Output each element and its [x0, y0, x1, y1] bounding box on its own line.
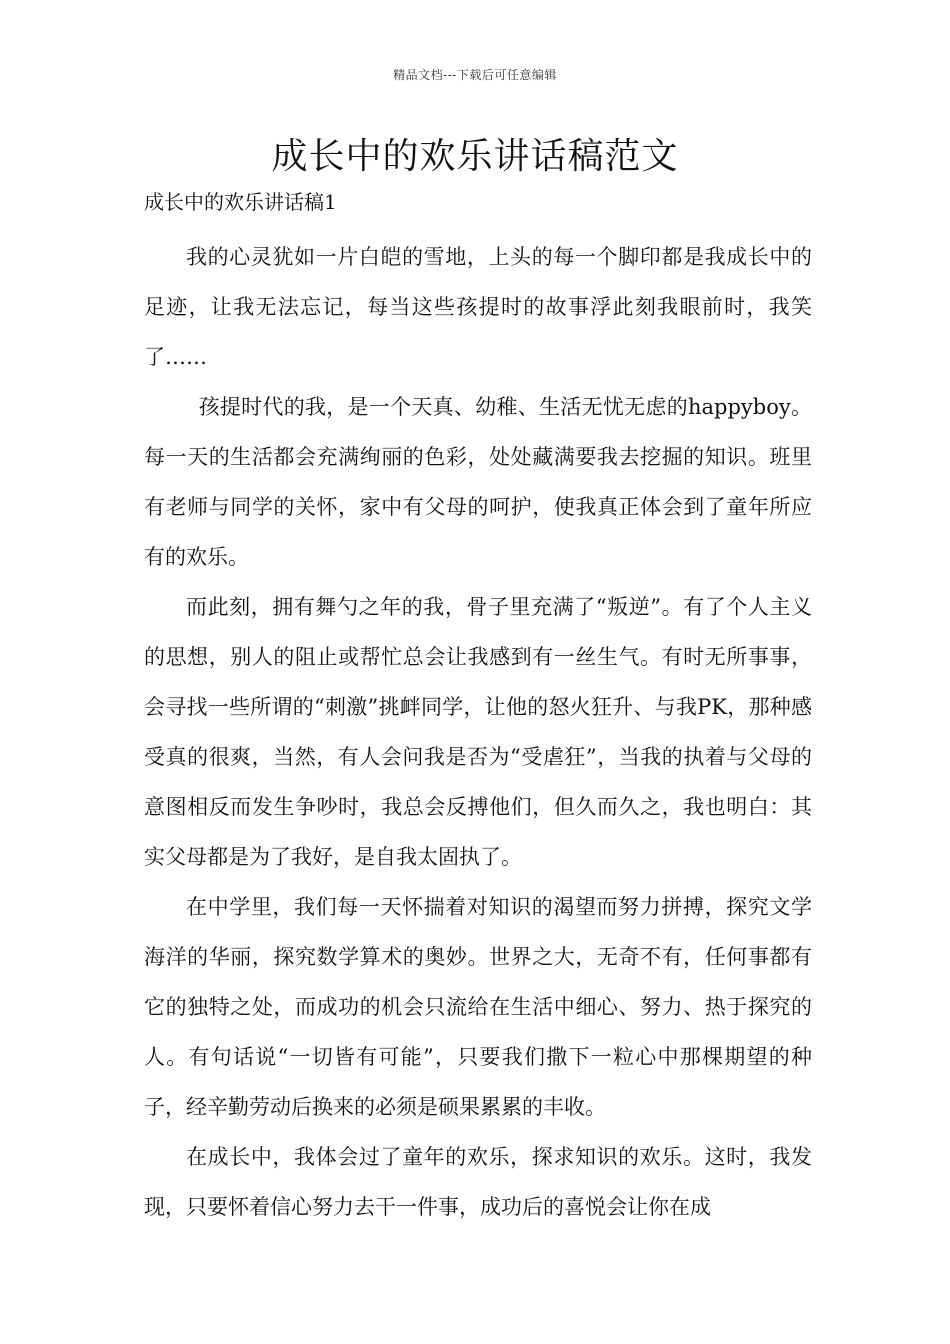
header-note: 精品文档---下载后可任意编辑 [393, 68, 557, 82]
paragraph-4: 在中学里，我们每一天怀揣着对知识的渴望而努力拼搏，探究文学海洋的华丽，探究数学算术的奥妙。世界之大，无奇不有，任何事都有它的独特之处，而成功的机会只流给在生活中细心、努力、热于探究的人。有句话说“一切皆有可能”，只要我们撒下一粒心中那棵期望的种子，经辛勤劳动后换来的必须是硕果累累的丰收。 [144, 895, 812, 1119]
paragraph-2: 孩提时代的我，是一个天真、幼稚、生活无忧无虑的happyboy。每一天的生活都会充满绚丽的色彩，处处藏满要我去挖掘的知识。班里有老师与同学的关怀，家中有父母的呵护，使我真正体会到了童年所应有的欢乐。 [144, 395, 812, 569]
paragraph-1: 我的心灵犹如一片白皑的雪地，上头的每一个脚印都是我成长中的足迹，让我无法忘记，每当这些孩提时的故事浮此刻我眼前时，我笑了…… [144, 245, 812, 369]
document-subtitle: 成长中的欢乐讲话稿1 [144, 190, 337, 214]
paragraph-5: 在成长中，我体会过了童年的欢乐，探求知识的欢乐。这时，我发现，只要怀着信心努力去干一件事，成功后的喜悦会让你在成 [144, 1145, 812, 1219]
document-title: 成长中的欢乐讲话稿范文 [271, 136, 679, 177]
document-body [144, 232, 812, 1232]
paragraph-3: 而此刻，拥有舞勺之年的我，骨子里充满了“叛逆”。有了个人主义的思想，别人的阻止或帮忙总会让我感到有一丝生气。有时无所事事，会寻找一些所谓的“刺激”挑衅同学，让他的怒火狂升、与我PK，那种感受真的很爽，当然，有人会问我是否为“受虐狂”，当我的执着与父母的意图相反而发生争吵时，我总会反搏他们，但久而久之，我也明白：其实父母都是为了我好，是自我太固执了。 [144, 595, 812, 869]
